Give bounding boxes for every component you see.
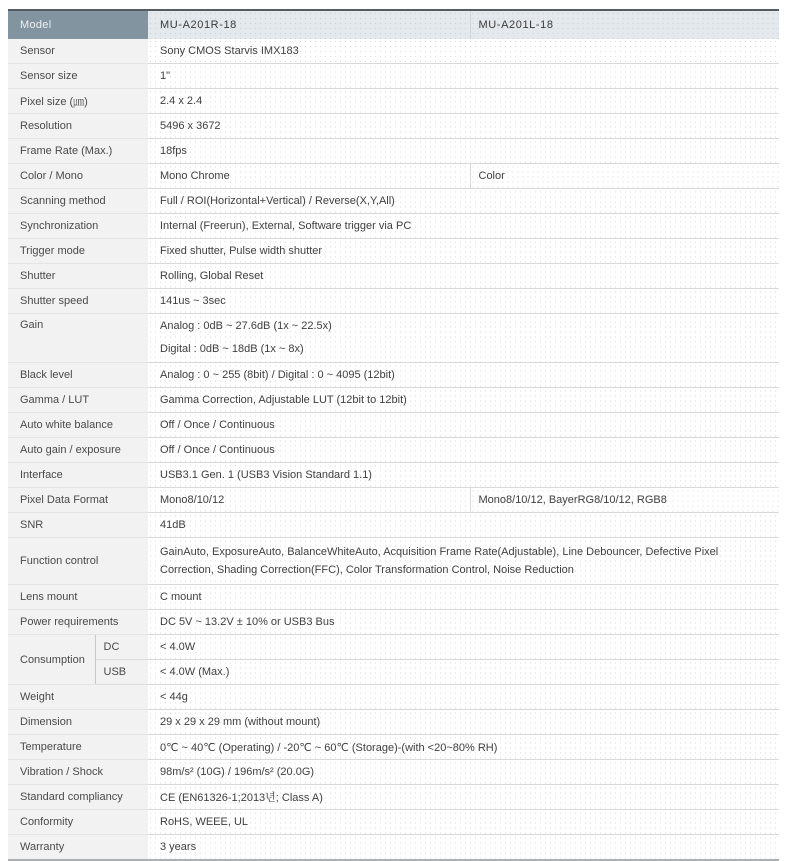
row-value: 3 years [148, 835, 779, 861]
spec-row [8, 585, 779, 610]
spec-row [8, 64, 779, 89]
row-label: SNR [8, 513, 148, 538]
row-value: RoHS, WEEE, UL [148, 810, 779, 835]
row-label: Pixel Data Format [8, 488, 148, 513]
row-value: DC 5V ~ 13.2V ± 10% or USB3 Bus [148, 610, 779, 635]
row-value-model-r: Mono8/10/12 [148, 488, 470, 513]
row-sublabel: DC [95, 635, 148, 660]
spec-row [8, 114, 779, 139]
row-value-model-l: Color [470, 164, 779, 189]
row-value: 2.4 x 2.4 [148, 89, 779, 114]
spec-row [8, 785, 779, 810]
spec-row [8, 264, 779, 289]
row-value: 141us ~ 3sec [148, 289, 779, 314]
row-value: 0℃ ~ 40℃ (Operating) / -20℃ ~ 60℃ (Storage)-(with <20~80% RH) [148, 735, 779, 760]
row-value: Full / ROI(Horizontal+Vertical) / Reverse(X,Y,All) [148, 189, 779, 214]
row-label: Black level [8, 363, 148, 388]
row-label: Shutter [8, 264, 148, 289]
row-label: Warranty [8, 835, 148, 861]
row-label: Pixel size (㎛) [8, 89, 148, 114]
row-label: Trigger mode [8, 239, 148, 264]
row-value: 1" [148, 64, 779, 89]
row-value-model-l: Mono8/10/12, BayerRG8/10/12, RGB8 [470, 488, 779, 513]
spec-row [8, 810, 779, 835]
spec-row [8, 388, 779, 413]
row-value: < 4.0W [148, 635, 779, 660]
row-value: C mount [148, 585, 779, 610]
spec-row [8, 685, 779, 710]
row-value: USB3.1 Gen. 1 (USB3 Vision Standard 1.1) [148, 463, 779, 488]
row-value: < 4.0W (Max.) [148, 660, 779, 685]
row-value: 18fps [148, 139, 779, 164]
row-label: Weight [8, 685, 148, 710]
row-label: Gain [8, 314, 148, 363]
row-label: Interface [8, 463, 148, 488]
spec-row [8, 214, 779, 239]
spec-row [8, 164, 779, 189]
spec-row [8, 710, 779, 735]
row-value-model-r: Mono Chrome [148, 164, 470, 189]
spec-row [8, 463, 779, 488]
row-value: Gamma Correction, Adjustable LUT (12bit to 12bit) [148, 388, 779, 413]
row-value: 5496 x 3672 [148, 114, 779, 139]
row-sublabel: USB [95, 660, 148, 685]
row-label: Lens mount [8, 585, 148, 610]
row-value: Sony CMOS Starvis IMX183 [148, 39, 779, 64]
spec-row [8, 413, 779, 438]
row-value: Off / Once / Continuous [148, 413, 779, 438]
spec-row [8, 488, 779, 513]
row-label: Sensor [8, 39, 148, 64]
row-label: Color / Mono [8, 164, 148, 189]
camera-spec-table [8, 9, 779, 861]
row-value [148, 314, 779, 363]
spec-row [8, 735, 779, 760]
row-label: Sensor size [8, 64, 148, 89]
row-value: Rolling, Global Reset [148, 264, 779, 289]
row-label: Conformity [8, 810, 148, 835]
row-value: Fixed shutter, Pulse width shutter [148, 239, 779, 264]
spec-row [8, 760, 779, 785]
row-label: Temperature [8, 735, 148, 760]
spec-row [8, 635, 779, 660]
spec-row [8, 363, 779, 388]
table-body [8, 39, 779, 860]
row-label: Synchronization [8, 214, 148, 239]
table-header-row [8, 10, 779, 39]
header-model-label: Model [8, 10, 148, 39]
spec-row [8, 835, 779, 861]
row-value-line: Analog : 0dB ~ 27.6dB (1x ~ 22.5x) [160, 320, 332, 332]
row-label: Auto white balance [8, 413, 148, 438]
row-value: Off / Once / Continuous [148, 438, 779, 463]
spec-row [8, 239, 779, 264]
spec-row [8, 139, 779, 164]
spec-row [8, 610, 779, 635]
row-label: Dimension [8, 710, 148, 735]
row-value: < 44g [148, 685, 779, 710]
spec-row [8, 89, 779, 114]
row-label: Auto gain / exposure [8, 438, 148, 463]
spec-row [8, 189, 779, 214]
spec-row [8, 39, 779, 64]
row-label: Resolution [8, 114, 148, 139]
row-label: Gamma / LUT [8, 388, 148, 413]
row-value-line: Digital : 0dB ~ 18dB (1x ~ 8x) [160, 343, 304, 355]
row-label: Scanning method [8, 189, 148, 214]
row-value: GainAuto, ExposureAuto, BalanceWhiteAuto, Acquisition Frame Rate(Adjustable), Line Debouncer, Defective Pixel Correction, Shading Correction(FFC), Color Transformation Control, Noise Reduction [148, 538, 779, 585]
row-label: Function control [8, 538, 148, 585]
header-model-l: MU-A201L-18 [470, 10, 779, 39]
spec-row [8, 314, 779, 363]
spec-row [8, 438, 779, 463]
row-label: Standard compliancy [8, 785, 148, 810]
spec-row [8, 538, 779, 585]
spec-row [8, 289, 779, 314]
row-label: Power requirements [8, 610, 148, 635]
header-model-r: MU-A201R-18 [148, 10, 470, 39]
row-value: 29 x 29 x 29 mm (without mount) [148, 710, 779, 735]
row-value: Analog : 0 ~ 255 (8bit) / Digital : 0 ~ 4095 (12bit) [148, 363, 779, 388]
row-label: Vibration / Shock [8, 760, 148, 785]
row-label: Consumption [8, 635, 95, 685]
spec-row [8, 660, 779, 685]
row-value: CE (EN61326-1;2013년; Class A) [148, 785, 779, 810]
row-label: Shutter speed [8, 289, 148, 314]
row-value: Internal (Freerun), External, Software trigger via PC [148, 214, 779, 239]
row-value: 41dB [148, 513, 779, 538]
spec-row [8, 513, 779, 538]
row-label: Frame Rate (Max.) [8, 139, 148, 164]
row-value: 98m/s² (10G) / 196m/s² (20.0G) [148, 760, 779, 785]
